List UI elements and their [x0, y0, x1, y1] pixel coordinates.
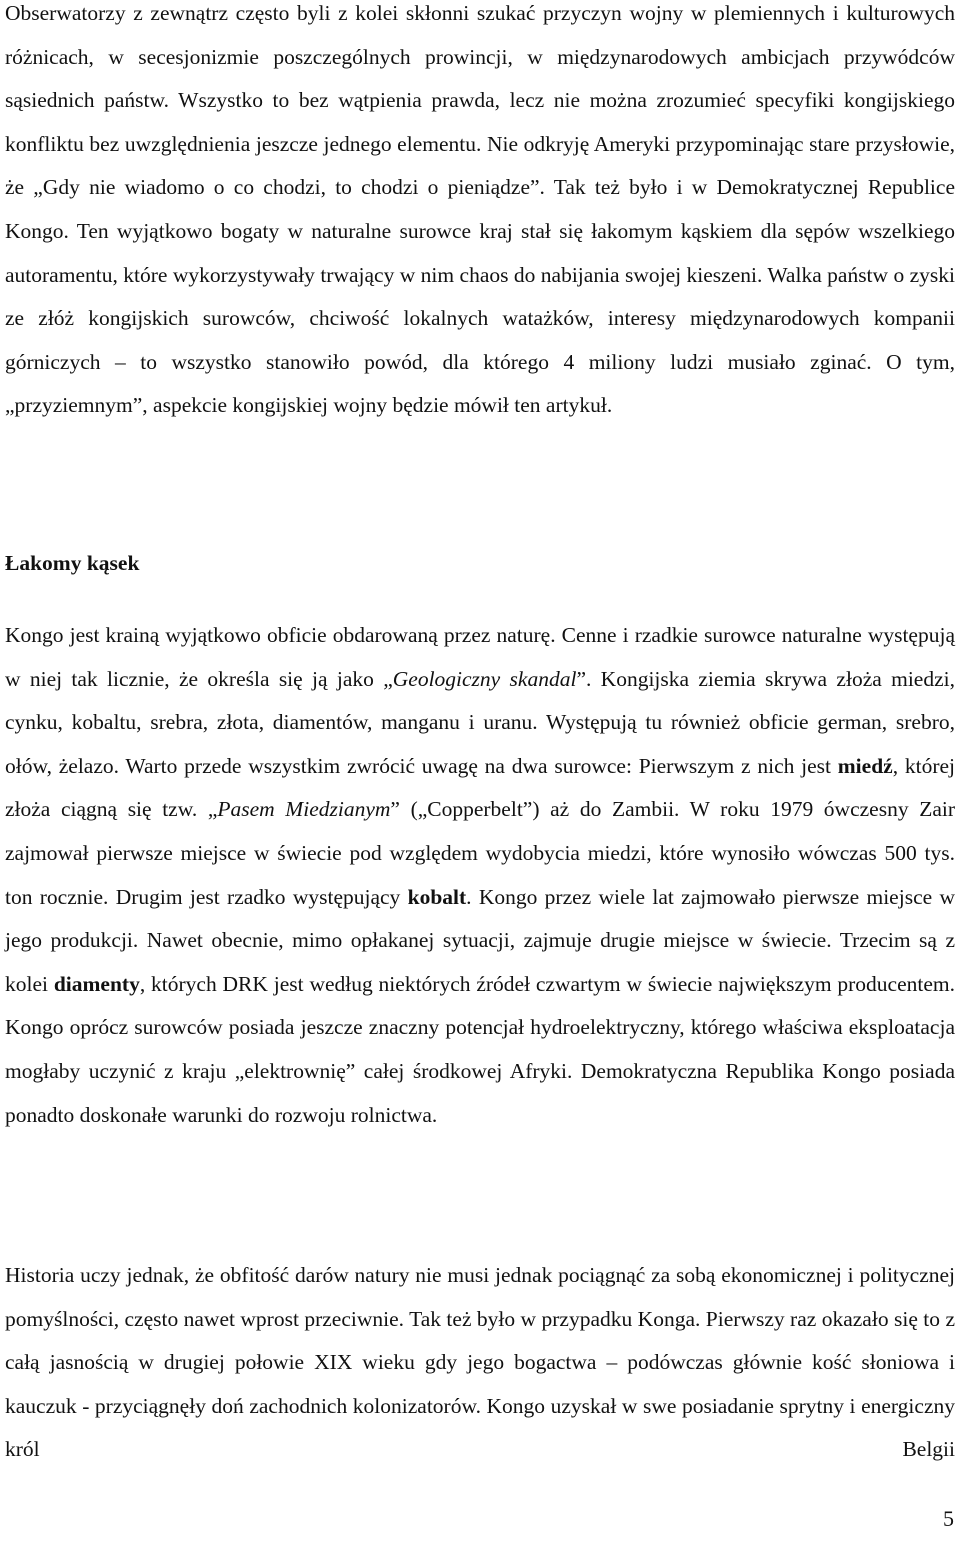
italic-phrase-copper-belt: Pasem Miedzianym [217, 797, 391, 822]
paragraph-resources-text: , których DRK jest według niektórych źródeł czwartym w świecie największym producentem. Kongo oprócz surowców posiada jeszcze znaczny potencjał hydroelektryczny, którego właściwa eksploatacja mogłaby uczynić z kraju „elektrownię” całej środkowej Afryki. Demokratyczna Republika Kongo posiada ponadto doskonałe warunki do rozwoju rolnictwa. [5, 971, 955, 1127]
paragraph-resources-text: , której złoża ciągną się tzw. „ [5, 753, 955, 822]
bold-term-diamonds: diamenty [53, 971, 140, 996]
paragraph-resources-text: . Kongo przez wiele lat zajmowało pierwsze miejsce w jego produkcji. Nawet obecnie, mimo opłakanej sytuacji, zajmuje drugie miejsce w świecie. Trzecim są z kolei [5, 884, 955, 996]
section-heading: Łakomy kąsek [5, 551, 140, 575]
paragraph-history: Historia uczy jednak, że obfitość darów natury nie musi jednak pociągnąć za sobą ekonomicznej i politycznej pomyślności, często nawet wprost przeciwnie. Tak też było w przypadku Konga. Pierwszy raz okazało się to z całą jasnością w drugiej połowie XIX wieku gdy jego bogactwa – podówczas głównie kość słoniowa i kauczuk - przyciągnęły doń zachodnich kolonizatorów. Kongo uzyskał w swe posiadanie sprytny i energiczny król Belgii [5, 1263, 955, 1462]
paragraph-resources [5, 614, 955, 1137]
paragraph-intro: Obserwatorzy z zewnątrz często byli z kolei skłonni szukać przyczyn wojny w plemiennych i kulturowych różnicach, w secesjonizmie poszczególnych prowincji, w międzynarodowych ambicjach przywódców sąsiednich państw. Wszystko to bez wątpienia prawda, lecz nie można zrozumieć specyfiki kongijskiego konfliktu bez uwzględnienia jeszcze jednego elementu. Nie odkryję Ameryki przypominając stare przysłowie, że „Gdy nie wiadomo o co chodzi, to chodzi o pieniądze”. Tak też było i w Demokratycznej Republice Kongo. Ten wyjątkowo bogaty w naturalne surowce kraj stał się łakomym kąskiem dla sępów wszelkiego autoramentu, które wykorzystywały trwający w nim chaos do nabijania swojej kieszeni. Walka państw o zyski ze złóż kongijskich surowców, chciwość lokalnych watażków, interesy międzynarodowych kompanii górniczych – to wszystko stanowiło powód, dla którego 4 miliony ludzi musiało zginać. O tym, „przyziemnym”, aspekcie kongijskiej wojny będzie mówił ten artykuł. [5, 1, 955, 418]
paragraph-resources-text: ”. Kongijska ziemia skrywa złoża miedzi, cynku, kobaltu, srebra, złota, diamentów, manganu i uranu. Występują tu również obficie german, srebro, ołów, żelazo. Warto przede wszystkim zwrócić uwagę na dwa surowce: Pierwszym z nich jest [5, 666, 955, 778]
bold-term-cobalt: kobalt [407, 884, 467, 909]
page-number: 5 [943, 1506, 954, 1531]
paragraph-resources-text: Kongo jest krainą wyjątkowo obficie obdarowaną przez naturę. Cenne i rzadkie surowce naturalne występują w niej tak licznie, że określa się ją jako „ [5, 623, 955, 691]
italic-phrase-geologic-scandal: Geologiczny skandal [392, 666, 577, 691]
paragraph-resources-text: ” („Copperbelt”) aż do Zambii. W roku 1979 ówczesny Zair zajmował pierwsze miejsce w świecie pod względem wydobycia miedzi, które wynosiło wówczas 500 tys. ton rocznie. Drugim jest rzadko występujący [5, 797, 956, 909]
bold-term-copper: miedź [837, 753, 893, 778]
